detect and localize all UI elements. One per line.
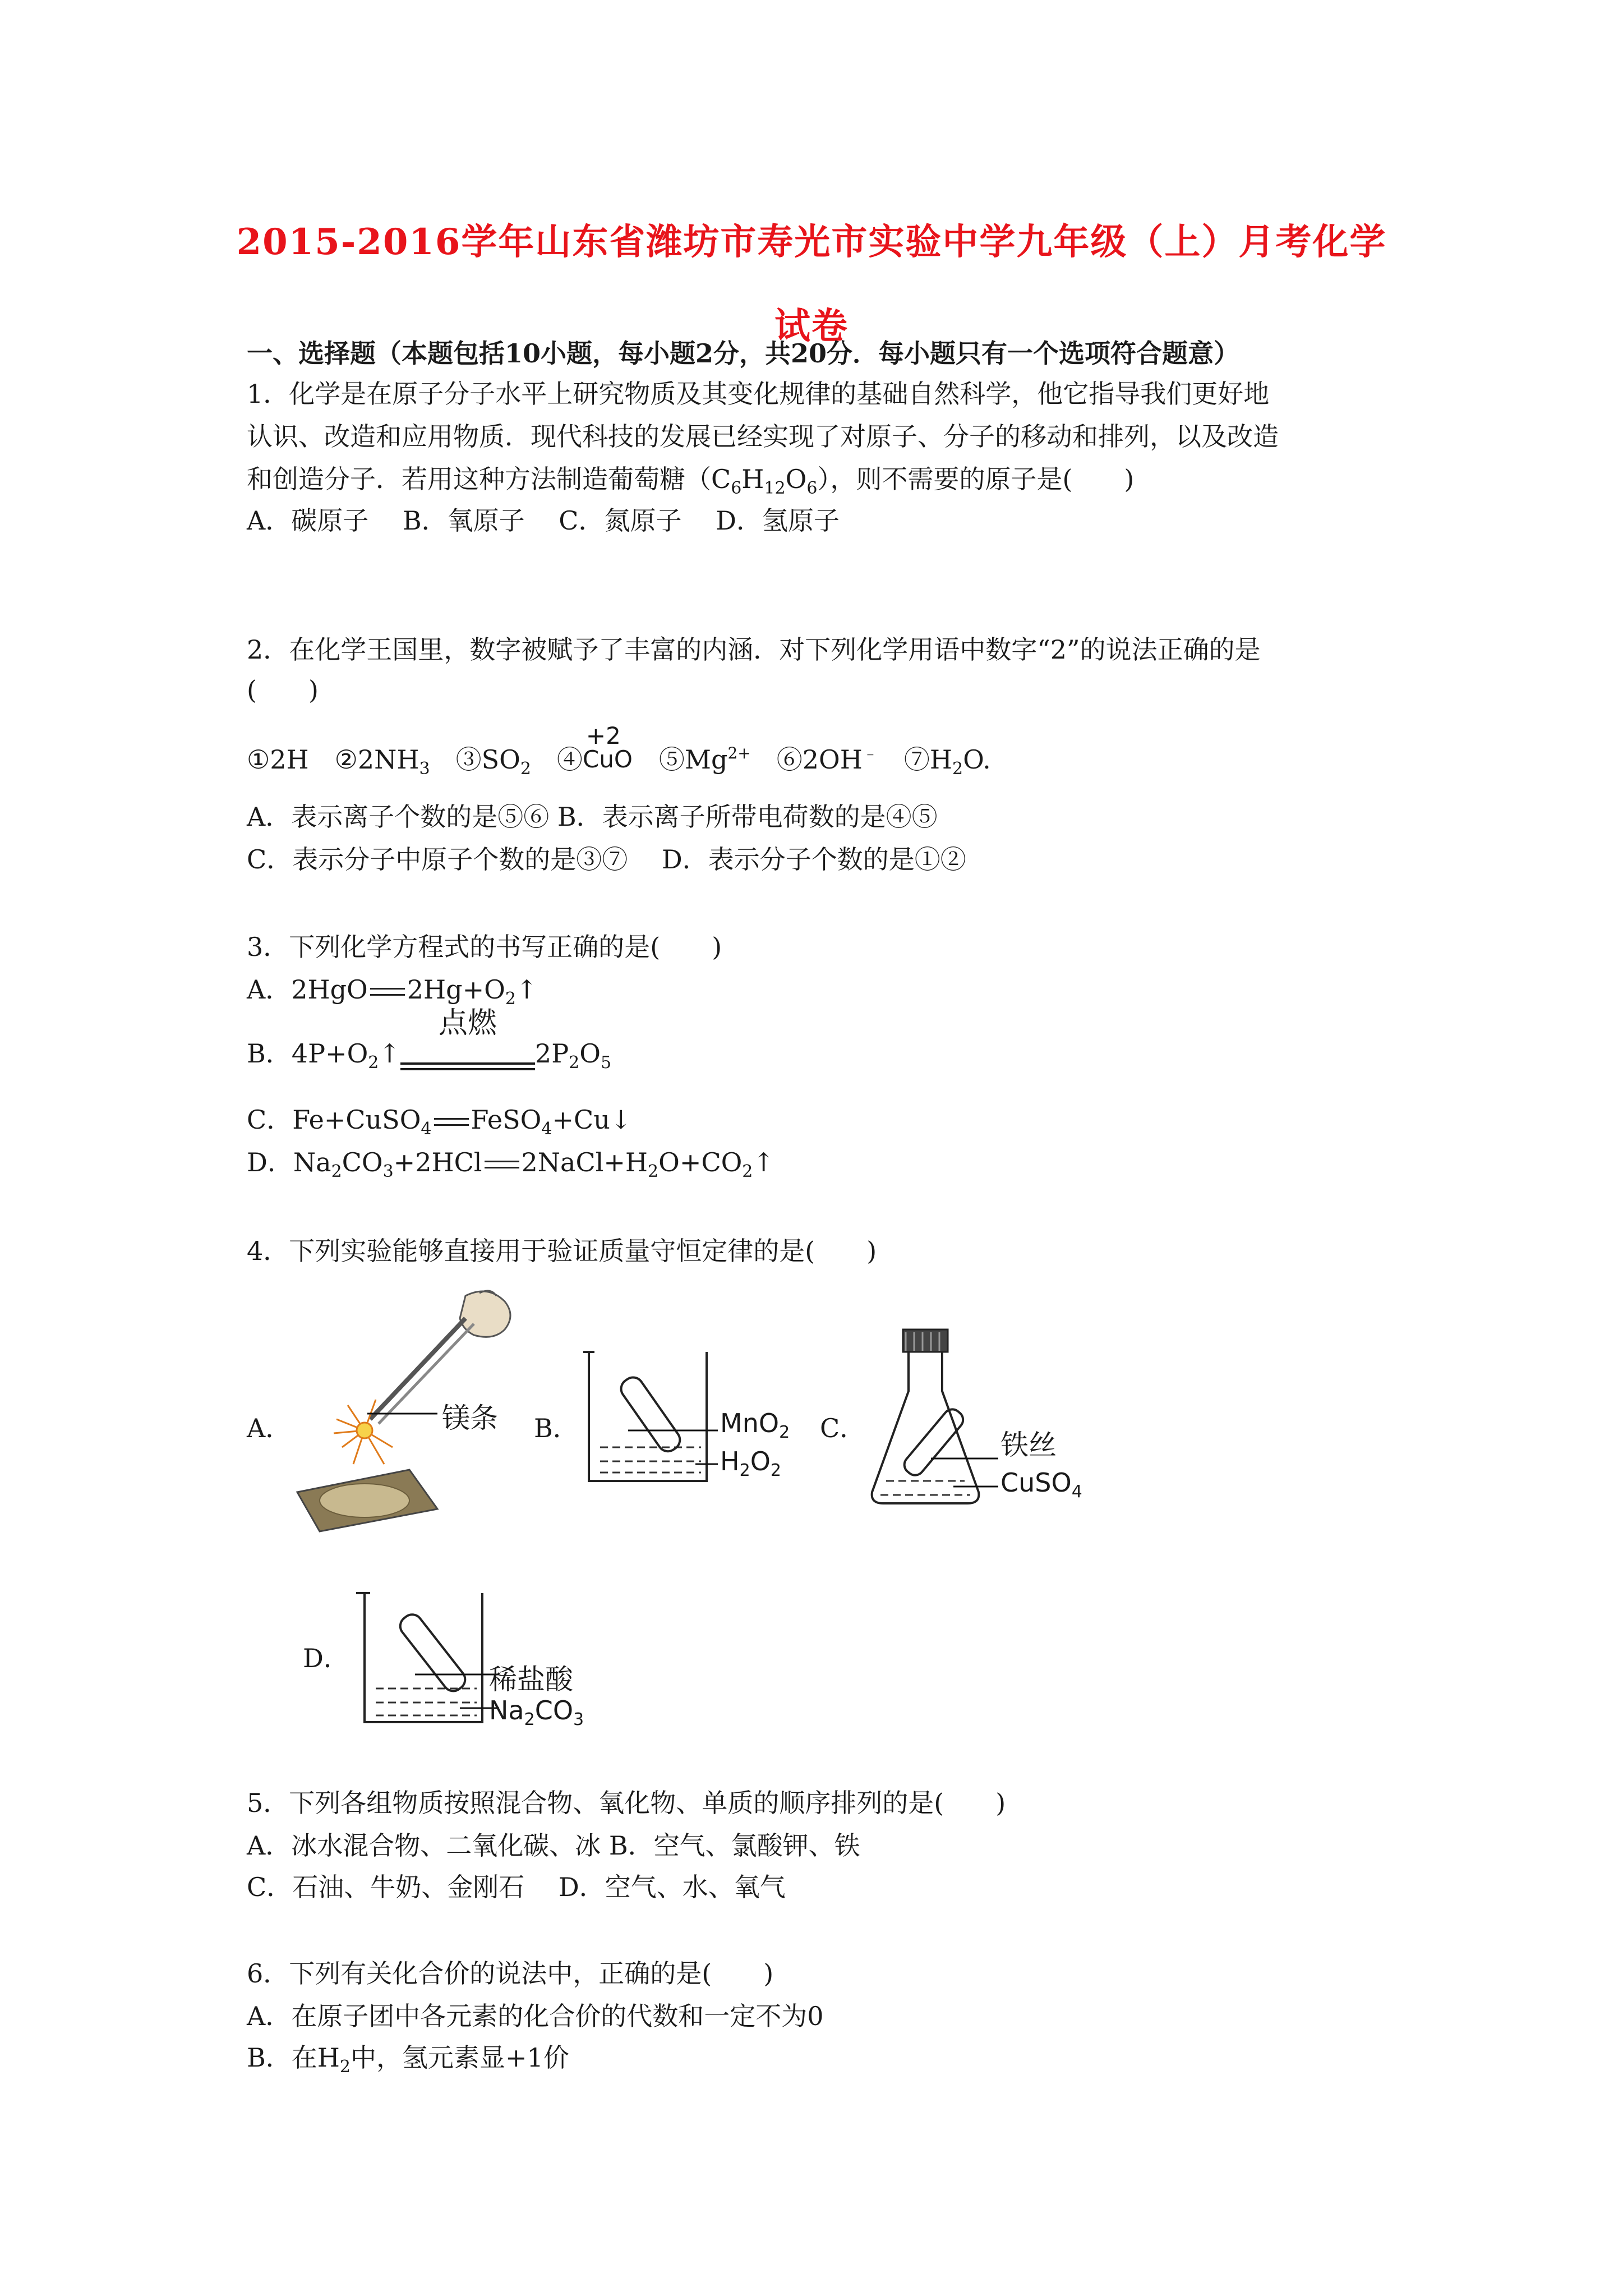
- q3a-left: A．2HgO: [247, 974, 368, 1005]
- q2-item-5: ⑥2OH: [750, 744, 863, 775]
- q3b-sub3: 5: [600, 1053, 612, 1073]
- q5-options-cd: C．石油、牛奶、金刚石 D．空气、水、氧气: [247, 1872, 786, 1902]
- q3d-s3: 2: [648, 1162, 659, 1181]
- magnesium-burning-figure: [280, 1279, 538, 1537]
- label-na2co3: [489, 1695, 584, 1729]
- q6-option-b: [247, 2041, 569, 2077]
- q2-item-4-sup: 2+: [727, 744, 751, 762]
- q3-option-c: [247, 1103, 631, 1137]
- q1-text-c: O: [785, 464, 807, 494]
- q3c-left: C．Fe+CuSO: [247, 1105, 421, 1135]
- q6b-a: B．在H: [247, 2042, 340, 2073]
- q2-item-3: ④: [531, 744, 583, 775]
- reaction-condition: [400, 1006, 535, 1070]
- q6-stem: 6．下列有关化合价的说法中，正确的是( ): [247, 1958, 774, 1989]
- q3d-c: +2HCl: [393, 1147, 482, 1177]
- condition-text: 点燃: [438, 1006, 497, 1040]
- label-na2co3-sub1: 2: [524, 1710, 535, 1729]
- q3c-sub1: 4: [421, 1119, 432, 1139]
- label-h2o2-sub1: 2: [739, 1461, 750, 1480]
- q2-valence: +2: [585, 722, 621, 749]
- q4-label-d: D．: [303, 1643, 349, 1673]
- q3b-right: 2P: [534, 1038, 569, 1069]
- q2-options-cd: C．表示分子中原子个数的是③⑦ D．表示分子个数的是①②: [247, 844, 966, 875]
- q1-options: A．碳原子 B．氧原子 C．氮原子 D．氢原子: [247, 505, 840, 536]
- q1-text-d: ），则不需要的原子是( ): [817, 464, 1135, 494]
- q1-sub1: 6: [731, 478, 742, 498]
- q5-options-ab: A．冰水混合物、二氧化碳、冰 B．空气、氯酸钾、铁: [247, 1830, 860, 1861]
- q1-line1: 1．化学是在原子分子水平上研究物质及其变化规律的基础自然科学，他它指导我们更好地: [247, 379, 1270, 409]
- q3b-right2: O: [579, 1038, 601, 1069]
- label-mno2-sub: 2: [779, 1423, 790, 1442]
- q3d-b: CO: [342, 1147, 383, 1177]
- q3d-s2: 3: [382, 1162, 394, 1181]
- q3d-e: O+CO: [658, 1147, 743, 1177]
- label-dilute-hcl: 稀盐酸: [489, 1663, 573, 1696]
- q3c-right: FeSO: [471, 1105, 542, 1135]
- q3b-sub2: 2: [569, 1053, 580, 1073]
- q3a-arrow: ↑: [515, 974, 538, 1005]
- condition-bars: [400, 1062, 535, 1070]
- q2-line2: ( ): [247, 675, 319, 705]
- q1-text-b: H: [741, 464, 764, 494]
- q3d-a: D．Na: [247, 1147, 331, 1177]
- q1-line2: 认识、改造和应用物质．现代科技的发展已经实现了对原子、分子的移动和排列，以及改造: [247, 421, 1279, 452]
- q2-options-ab: A．表示离子个数的是⑤⑥ B．表示离子所带电荷数的是④⑤: [247, 802, 938, 832]
- label-h2o2-o: O: [750, 1446, 771, 1476]
- q2-item-1-sub: 3: [419, 759, 430, 779]
- q2-item-1: ①2H ②2NH: [247, 744, 419, 775]
- q1-line3: [247, 462, 1134, 496]
- label-mno2: [720, 1408, 790, 1442]
- q2-item-6-end: O.: [963, 744, 991, 775]
- q2-item-2: ③SO: [430, 744, 520, 775]
- q3b-sub1: 2: [368, 1053, 379, 1073]
- label-cuso4-text: CuSO: [1000, 1467, 1072, 1498]
- flask-iron-wire-figure: [864, 1324, 998, 1515]
- label-h2o2-h: H: [720, 1446, 740, 1476]
- q3-option-d: [247, 1145, 774, 1179]
- label-magnesium-ribbon: 镁条: [442, 1402, 498, 1434]
- equals-sign: [370, 988, 405, 996]
- equals-sign: [434, 1118, 469, 1126]
- q2-valence-formula: [582, 722, 633, 773]
- label-na2co3-na: Na: [489, 1695, 524, 1726]
- q3b-arrow: ↑: [379, 1038, 400, 1069]
- label-cuso4-sub: 4: [1071, 1482, 1082, 1502]
- q4-label-b: B．: [534, 1413, 579, 1443]
- q6b-sub: 2: [339, 2057, 351, 2077]
- q4-stem: 4．下列实验能够直接用于验证质量守恒定律的是( ): [247, 1236, 877, 1266]
- q2-item-5-sup: ﹣: [862, 744, 878, 762]
- q2-item-6: ⑦H: [878, 744, 952, 775]
- q3d-f: ↑: [753, 1147, 774, 1177]
- q4-label-a: A．: [247, 1413, 292, 1443]
- q1-sub2: 12: [764, 478, 786, 498]
- q3b-left: B．4P+O: [247, 1038, 368, 1069]
- q2-items: [247, 722, 991, 779]
- label-iron-wire: 铁丝: [1000, 1429, 1057, 1461]
- beaker-hcl-figure: [353, 1588, 499, 1733]
- q5-stem: 5．下列各组物质按照混合物、氧化物、单质的顺序排列的是( ): [247, 1788, 1006, 1818]
- q1-sub3: 6: [806, 478, 818, 498]
- q2-formula: CuO: [582, 746, 633, 773]
- q1-text-a: 和创造分子．若用这种方法制造葡萄糖（C: [247, 464, 731, 494]
- q3d-s4: 2: [742, 1162, 753, 1181]
- q3c-end: +Cu↓: [552, 1105, 632, 1135]
- q2-item-2-sub: 2: [520, 759, 531, 779]
- q3d-d: 2NaCl+H: [521, 1147, 648, 1177]
- document-title-line1: 2015-2016学年山东省潍坊市寿光市实验中学九年级（上）月考化学: [236, 221, 1387, 263]
- q3-stem: 3．下列化学方程式的书写正确的是( ): [247, 932, 722, 962]
- q2-line1: 2．在化学王国里，数字被赋予了丰富的内涵．对下列化学用语中数字“2”的说法正确的是: [247, 634, 1261, 665]
- label-h2o2: [720, 1446, 781, 1480]
- q2-item-4: ⑤Mg: [633, 744, 728, 775]
- q6-option-a: A．在原子团中各元素的化合价的代数和一定不为0: [247, 2001, 824, 2031]
- q3a-sub: 2: [505, 989, 516, 1009]
- q4-label-c: C．: [820, 1413, 866, 1443]
- equals-sign: [485, 1161, 519, 1168]
- label-cuso4: [1000, 1467, 1082, 1502]
- q2-item-6-sub: 2: [952, 759, 963, 779]
- document-title-line2: 试卷: [774, 305, 849, 347]
- q3a-right: 2Hg+O: [407, 974, 505, 1005]
- q6b-b: 中，氢元素显+1价: [351, 2042, 569, 2073]
- q3-option-b: [247, 1006, 612, 1073]
- label-na2co3-co: CO: [534, 1695, 574, 1726]
- label-mno2-text: MnO: [720, 1408, 780, 1438]
- q3c-sub2: 4: [541, 1119, 552, 1139]
- label-na2co3-sub2: 3: [573, 1710, 584, 1729]
- section-heading: 一、选择题（本题包括10小题，每小题2分，共20分．每小题只有一个选项符合题意）: [247, 338, 1240, 369]
- q3d-s1: 2: [331, 1162, 342, 1181]
- label-h2o2-sub2: 2: [770, 1461, 781, 1480]
- q3-option-a: [247, 973, 538, 1009]
- beaker-mno2-figure: [578, 1346, 718, 1492]
